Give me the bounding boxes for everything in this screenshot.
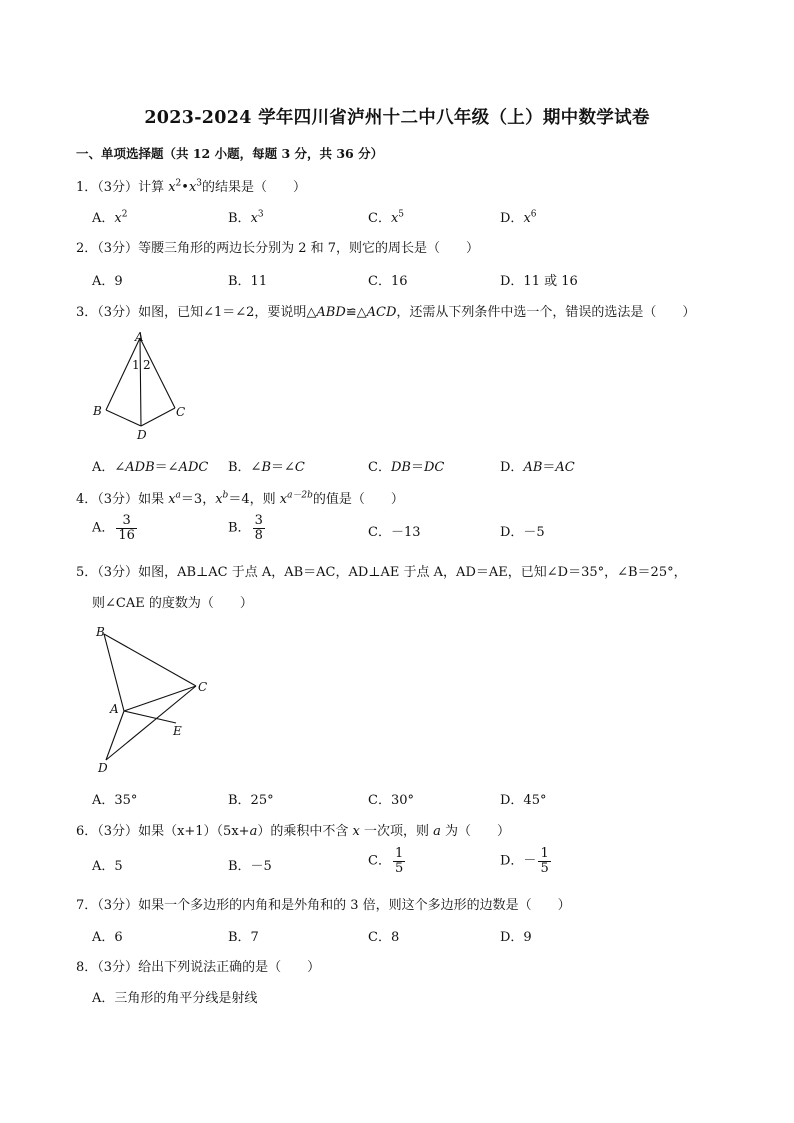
math-var: a xyxy=(249,824,258,839)
option-b: B．11 xyxy=(228,274,268,289)
question-score: （3分） xyxy=(97,180,139,195)
math-op: ＝∠ xyxy=(271,460,295,475)
option-c xyxy=(368,847,405,875)
question-text: ）的乘积中不含 xyxy=(257,824,353,839)
question-text: 的结果是（ ） xyxy=(202,180,307,195)
label-e: E xyxy=(173,724,182,738)
question-score: （3分） xyxy=(97,492,139,507)
question-text: 计算 xyxy=(138,180,169,195)
math-op: ＝∠ xyxy=(154,460,179,475)
question-number: 3． xyxy=(76,305,98,320)
fraction xyxy=(393,847,405,875)
question-text: 如图，AB⊥AC 于点 A，AB＝AC，AD⊥AE 于点 A，AD＝AE，已知∠D＝35°，∠B＝25°， xyxy=(138,565,687,580)
fraction xyxy=(253,514,265,542)
label-a: A xyxy=(110,702,119,716)
math-var: x xyxy=(352,824,360,839)
denominator: 5 xyxy=(540,860,549,876)
option-a: A．9 xyxy=(92,274,123,289)
option-label: A． xyxy=(92,520,115,536)
exponent: 3 xyxy=(257,209,264,220)
denominator: 8 xyxy=(254,527,263,543)
question-text: 如果 xyxy=(138,492,169,507)
exponent: 2 xyxy=(175,178,182,189)
math-var: DB xyxy=(390,460,411,475)
label-c: C xyxy=(176,405,186,419)
question-score: （3分） xyxy=(97,565,139,580)
option-c: C．16 xyxy=(368,274,408,289)
math-var: ABD xyxy=(316,305,346,320)
option-b: B．－5 xyxy=(228,859,272,874)
question-text: 一次项，则 xyxy=(359,824,434,839)
question-6 xyxy=(76,820,510,839)
option-d xyxy=(500,847,551,875)
option-b xyxy=(228,456,305,475)
option-d: D．9 xyxy=(500,930,532,945)
label-a: A xyxy=(135,330,144,344)
option-label: B．∠ xyxy=(228,460,262,475)
fraction xyxy=(116,514,137,542)
math-var: x xyxy=(168,492,176,507)
label-b: B xyxy=(96,625,105,639)
math-var: a xyxy=(433,824,441,839)
exponent: 3 xyxy=(196,178,203,189)
option-c: C．－13 xyxy=(368,525,421,540)
denominator: 16 xyxy=(118,527,135,543)
question-2 xyxy=(76,237,479,256)
question-8 xyxy=(76,956,320,975)
angle-label-2: 2 xyxy=(143,358,151,372)
option-label: A．∠ xyxy=(92,460,126,475)
question-score: （3分） xyxy=(97,960,139,975)
option-b xyxy=(228,514,265,542)
label-d: D xyxy=(137,428,147,442)
question-text: ≌△ xyxy=(345,305,367,320)
option-b xyxy=(228,207,264,226)
angle-label-1: 1 xyxy=(132,358,140,372)
math-var: x xyxy=(114,211,122,226)
option-c: C．8 xyxy=(368,930,400,945)
math-var: x xyxy=(279,492,288,507)
denominator: 5 xyxy=(394,860,404,876)
option-d: D．－5 xyxy=(500,525,545,540)
math-var: x xyxy=(188,180,197,195)
exponent: 2 xyxy=(121,209,128,220)
option-label: A． xyxy=(92,211,115,226)
option-label: B． xyxy=(228,211,251,226)
question-7 xyxy=(76,894,571,913)
option-c xyxy=(368,456,444,475)
option-a xyxy=(92,207,127,226)
option-d xyxy=(500,456,575,475)
question-text: ＝4，则 xyxy=(228,492,280,507)
question-number: 1． xyxy=(76,180,98,195)
math-op: • xyxy=(181,180,189,195)
numerator: 3 xyxy=(116,514,137,529)
question-text: ，还需从下列条件中选一个，错误的选法是（ ） xyxy=(396,305,696,320)
label-b: B xyxy=(93,404,102,418)
math-var: ACD xyxy=(366,305,397,320)
label-c: C xyxy=(198,680,208,694)
math-op: ＝ xyxy=(542,460,556,475)
question-3 xyxy=(76,301,695,320)
math-var: C xyxy=(294,460,305,475)
option-a xyxy=(92,514,137,542)
question-score: （3分） xyxy=(97,305,139,320)
numerator: 1 xyxy=(540,846,549,861)
exponent: a－2b xyxy=(287,490,313,501)
option-d: D．11 或 16 xyxy=(500,274,578,289)
option-a: A．35° xyxy=(92,793,138,808)
question-text: 为（ ） xyxy=(440,824,510,839)
option-a: A．5 xyxy=(92,859,123,874)
question-text: 的值是（ ） xyxy=(312,492,404,507)
question-4 xyxy=(76,488,404,507)
section-heading: 一、单项选择题（共 12 小题，每题 3 分，共 36 分） xyxy=(76,146,384,161)
option-d: D．45° xyxy=(500,793,547,808)
math-var: x xyxy=(168,180,176,195)
option-label: C． xyxy=(368,853,391,869)
question-number: 2． xyxy=(76,241,98,256)
math-var: AC xyxy=(555,460,575,475)
option-b: B．7 xyxy=(228,930,259,945)
math-var: x xyxy=(250,211,258,226)
page-title: 2023-2024 学年四川省泸州十二中八年级（上）期中数学试卷 xyxy=(144,108,650,128)
question-text: 给出下列说法正确的是（ ） xyxy=(138,960,321,975)
numerator: 1 xyxy=(394,846,404,861)
exponent: 5 xyxy=(398,209,405,220)
question-number: 8． xyxy=(76,960,98,975)
exponent: 6 xyxy=(530,209,537,220)
option-label: B． xyxy=(228,520,251,536)
triangle-figure xyxy=(88,330,198,442)
option-d xyxy=(500,207,537,226)
option-label: D． xyxy=(500,460,524,475)
question-text: 如图，已知∠1＝∠2，要说明△ xyxy=(138,305,317,320)
fraction xyxy=(538,847,550,875)
question-score: （3分） xyxy=(97,241,139,256)
question-text: 如果一个多边形的内角和是外角和的 3 倍，则这个多边形的边数是（ ） xyxy=(138,898,571,913)
option-b: B．25° xyxy=(228,793,274,808)
option-a: A．三角形的角平分线是射线 xyxy=(92,991,258,1006)
question-5 xyxy=(76,561,687,580)
math-var: ADB xyxy=(125,460,155,475)
option-a: A．6 xyxy=(92,930,123,945)
question-1 xyxy=(76,176,306,195)
option-label: D．－ xyxy=(500,853,537,869)
triangle-figure xyxy=(88,620,218,775)
math-var: x xyxy=(523,211,531,226)
question-text: 如果（x+1）（5x+ xyxy=(138,824,250,839)
math-var: x xyxy=(390,211,399,226)
option-label: C． xyxy=(368,211,391,226)
question-number: 7． xyxy=(76,898,98,913)
math-var: B xyxy=(261,460,272,475)
math-var: DC xyxy=(423,460,445,475)
math-var: AB xyxy=(523,460,543,475)
question-number: 4． xyxy=(76,492,98,507)
option-c xyxy=(368,207,404,226)
label-d: D xyxy=(98,761,108,775)
question-score: （3分） xyxy=(97,898,139,913)
option-label: C． xyxy=(368,460,391,475)
option-c: C．30° xyxy=(368,793,414,808)
option-a xyxy=(92,456,208,475)
exponent: b xyxy=(222,490,229,501)
question-text: ＝3， xyxy=(180,492,216,507)
question-5-line-2: 则∠CAE 的度数为（ ） xyxy=(92,596,253,611)
question-score: （3分） xyxy=(97,824,139,839)
question-number: 6． xyxy=(76,824,98,839)
math-var: ADC xyxy=(178,460,209,475)
math-var: x xyxy=(215,492,223,507)
numerator: 3 xyxy=(254,513,263,528)
option-label: D． xyxy=(500,211,524,226)
exponent: a xyxy=(175,490,181,501)
question-number: 5． xyxy=(76,565,98,580)
question-text: 等腰三角形的两边长分别为 2 和 7，则它的周长是（ ） xyxy=(138,241,480,256)
math-op: ＝ xyxy=(410,460,424,475)
